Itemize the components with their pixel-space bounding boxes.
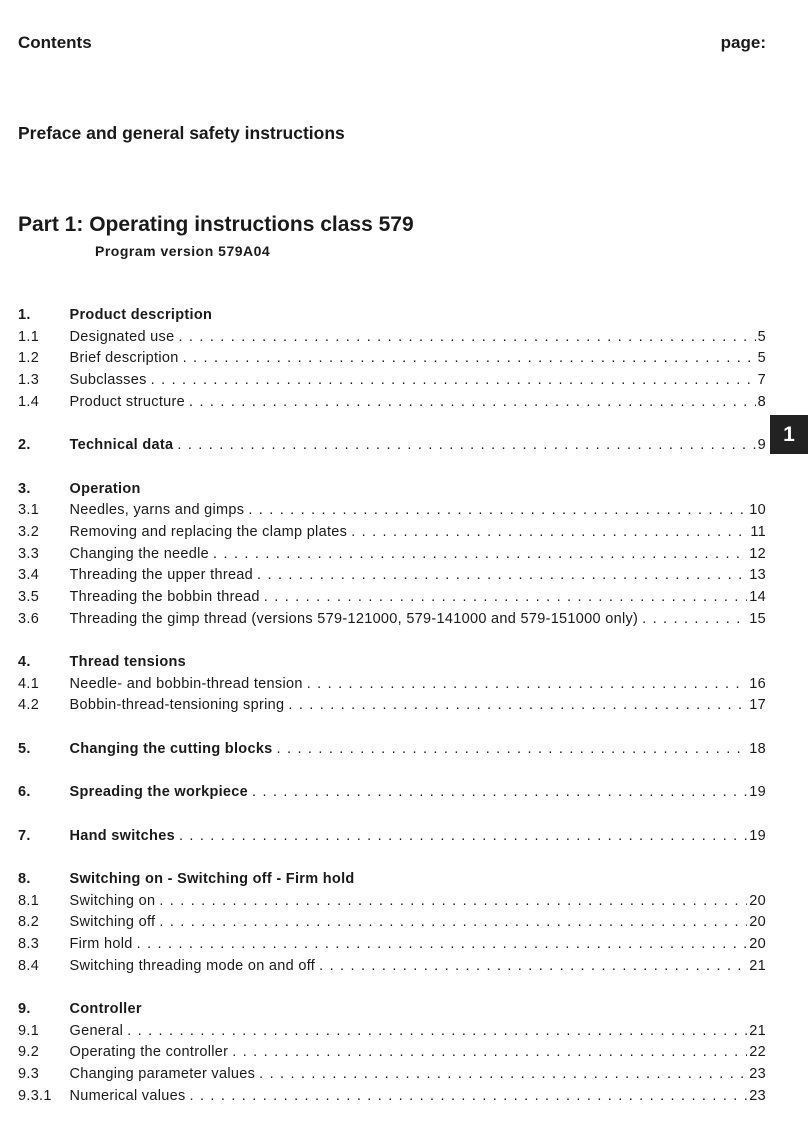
toc-section-heading[interactable] (18, 435, 766, 457)
dot-leader (159, 912, 747, 934)
toc-page-number: 21 (749, 1022, 766, 1039)
toc-section (18, 999, 766, 1107)
toc-page-number: 14 (749, 588, 766, 605)
dot-leader (277, 739, 748, 761)
toc-entry[interactable] (18, 1021, 766, 1043)
toc-page-number: 12 (749, 545, 766, 562)
toc-entry[interactable] (18, 348, 766, 370)
toc-page-number: 23 (749, 1066, 766, 1083)
toc-title: General (69, 1022, 124, 1039)
toc-section (18, 869, 766, 977)
toc-title: Hand switches (69, 827, 175, 844)
toc-section (18, 479, 766, 631)
toc-number: 1.1 (18, 328, 40, 345)
toc-title: Product description (69, 307, 213, 323)
toc-number: 3.1 (18, 502, 40, 519)
toc-page-number: 20 (749, 914, 766, 931)
toc-title: Operation (69, 480, 141, 497)
toc-title: Removing and replacing the clamp plates (69, 523, 348, 540)
dot-leader (213, 544, 747, 566)
toc-section (18, 782, 766, 804)
toc-entry[interactable] (18, 370, 766, 392)
toc-entry[interactable] (18, 1064, 766, 1086)
toc-page-number: 19 (749, 784, 766, 801)
toc-number: 9.1 (18, 1022, 40, 1039)
dot-leader (351, 522, 748, 544)
toc-page-number: 13 (749, 567, 766, 584)
dot-leader (252, 782, 747, 804)
toc-number: 9. (18, 1001, 31, 1017)
toc-page-number: 5 (757, 350, 766, 367)
page-column-heading: page: (720, 33, 766, 52)
toc-page-number: 7 (757, 372, 766, 389)
toc-title: Needle- and bobbin-thread tension (69, 675, 303, 692)
toc-title: Needles, yarns and gimps (69, 502, 245, 519)
toc-title: Spreading the workpiece (69, 784, 249, 801)
toc-section (18, 305, 766, 413)
toc-title: Threading the gimp thread (versions 579-121000, 579-141000 and 579-151000 only) (69, 610, 639, 627)
toc-page-number: 10 (749, 502, 766, 519)
dot-leader (179, 826, 747, 848)
toc-number: 8.4 (18, 957, 40, 974)
toc-entry[interactable] (18, 327, 766, 349)
toc-title: Controller (69, 1001, 142, 1017)
toc-page-number: 11 (750, 523, 766, 540)
dot-leader (127, 1021, 747, 1043)
toc-page-number: 5 (757, 328, 766, 345)
toc-number: 2. (18, 437, 31, 454)
dot-leader (189, 392, 756, 414)
toc-entry[interactable] (18, 587, 766, 609)
toc-title: Changing the needle (69, 545, 210, 562)
dot-leader (151, 370, 756, 392)
toc-entry[interactable] (18, 891, 766, 913)
toc-page-number: 21 (749, 957, 766, 974)
toc-page-number: 18 (749, 740, 766, 757)
toc-entry[interactable] (18, 565, 766, 587)
toc-page-number: 22 (749, 1044, 766, 1061)
toc-title: Numerical values (69, 1087, 186, 1104)
dot-leader (264, 587, 747, 609)
toc-number: 7. (18, 827, 31, 844)
toc-page-number: 15 (749, 610, 766, 627)
toc-section-heading[interactable] (18, 479, 766, 501)
toc-title: Changing the cutting blocks (69, 740, 273, 757)
dot-leader (257, 565, 747, 587)
toc-entry[interactable] (18, 695, 766, 717)
toc-page-number: 17 (749, 697, 766, 714)
toc-entry[interactable] (18, 956, 766, 978)
toc-entry[interactable] (18, 674, 766, 696)
toc-section-heading[interactable] (18, 999, 766, 1021)
toc-number: 1.4 (18, 393, 40, 410)
toc-number: 8.3 (18, 935, 40, 952)
toc-number: 9.2 (18, 1044, 40, 1061)
toc-number: 8. (18, 870, 31, 887)
toc-entry[interactable] (18, 522, 766, 544)
toc-entry[interactable] (18, 392, 766, 414)
toc-number: 3.6 (18, 610, 40, 627)
toc-number: 8.2 (18, 914, 40, 931)
toc-title: Changing parameter values (69, 1066, 256, 1083)
dot-leader (159, 891, 747, 913)
toc-title: Switching on - Switching off - Firm hold (69, 870, 355, 887)
toc-number: 3.3 (18, 545, 40, 562)
dot-leader (642, 609, 747, 631)
toc-number: 4.2 (18, 697, 40, 714)
toc-section-heading[interactable] (18, 739, 766, 761)
toc-page-number: 8 (757, 393, 766, 410)
toc-title: Threading the bobbin thread (69, 588, 260, 605)
toc-section (18, 739, 766, 761)
toc-page-number: 20 (749, 935, 766, 952)
toc-number: 4.1 (18, 675, 40, 692)
toc-number: 9.3.1 (18, 1087, 52, 1104)
toc-section-heading[interactable] (18, 782, 766, 804)
toc-page-number: 20 (749, 892, 766, 909)
toc-section-heading[interactable] (18, 652, 766, 674)
dot-leader (137, 934, 748, 956)
toc-page-number: 9 (757, 437, 766, 454)
toc-title: Designated use (69, 328, 175, 345)
toc-number: 5. (18, 740, 31, 757)
table-of-contents (18, 305, 766, 1107)
toc-number: 1.2 (18, 350, 40, 367)
toc-number: 3. (18, 480, 31, 497)
toc-title: Brief description (69, 350, 179, 367)
toc-title: Firm hold (69, 935, 133, 952)
contents-heading: Contents (18, 33, 92, 52)
toc-title: Thread tensions (69, 654, 186, 670)
toc-number: 6. (18, 784, 31, 801)
dot-leader (178, 327, 755, 349)
toc-page-number: 19 (749, 827, 766, 844)
toc-title: Subclasses (69, 372, 147, 389)
dot-leader (183, 348, 756, 370)
toc-entry[interactable] (18, 912, 766, 934)
toc-title: Switching threading mode on and off (69, 957, 316, 974)
toc-entry[interactable] (18, 544, 766, 566)
chapter-tab: 1 (770, 415, 808, 454)
toc-number: 8.1 (18, 892, 40, 909)
toc-number: 3.2 (18, 523, 40, 540)
toc-entry[interactable] (18, 1086, 766, 1108)
toc-title: Bobbin-thread-tensioning spring (69, 697, 285, 714)
preface-heading: Preface and general safety instructions (18, 123, 345, 143)
toc-entry[interactable] (18, 934, 766, 956)
toc-title: Switching off (69, 914, 156, 931)
toc-title: Product structure (69, 393, 186, 410)
toc-entry[interactable] (18, 1042, 766, 1064)
toc-entry[interactable] (18, 500, 766, 522)
toc-number: 4. (18, 654, 31, 670)
toc-section-heading[interactable] (18, 826, 766, 848)
dot-leader (319, 956, 747, 978)
toc-title: Technical data (69, 437, 174, 454)
toc-title: Operating the controller (69, 1044, 229, 1061)
toc-page-number: 23 (749, 1087, 766, 1104)
toc-section-heading[interactable] (18, 869, 766, 891)
dot-leader (248, 500, 747, 522)
dot-leader (190, 1086, 748, 1108)
dot-leader (288, 695, 747, 717)
toc-section (18, 652, 766, 717)
toc-title: Threading the upper thread (69, 567, 254, 584)
program-version: Program version 579A04 (95, 243, 271, 259)
dot-leader (259, 1064, 747, 1086)
toc-section-heading[interactable] (18, 305, 766, 327)
toc-number: 1.3 (18, 372, 40, 389)
part-title: Part 1: Operating instructions class 579 (18, 213, 414, 236)
toc-number: 3.4 (18, 567, 40, 584)
dot-leader (177, 435, 755, 457)
toc-section (18, 435, 766, 457)
dot-leader (307, 674, 748, 696)
toc-number: 3.5 (18, 588, 40, 605)
toc-entry[interactable] (18, 609, 766, 631)
toc-number: 1. (18, 307, 31, 323)
toc-title: Switching on (69, 892, 156, 909)
toc-page-number: 16 (749, 675, 766, 692)
toc-number: 9.3 (18, 1066, 40, 1083)
dot-leader (232, 1042, 747, 1064)
toc-section (18, 826, 766, 848)
